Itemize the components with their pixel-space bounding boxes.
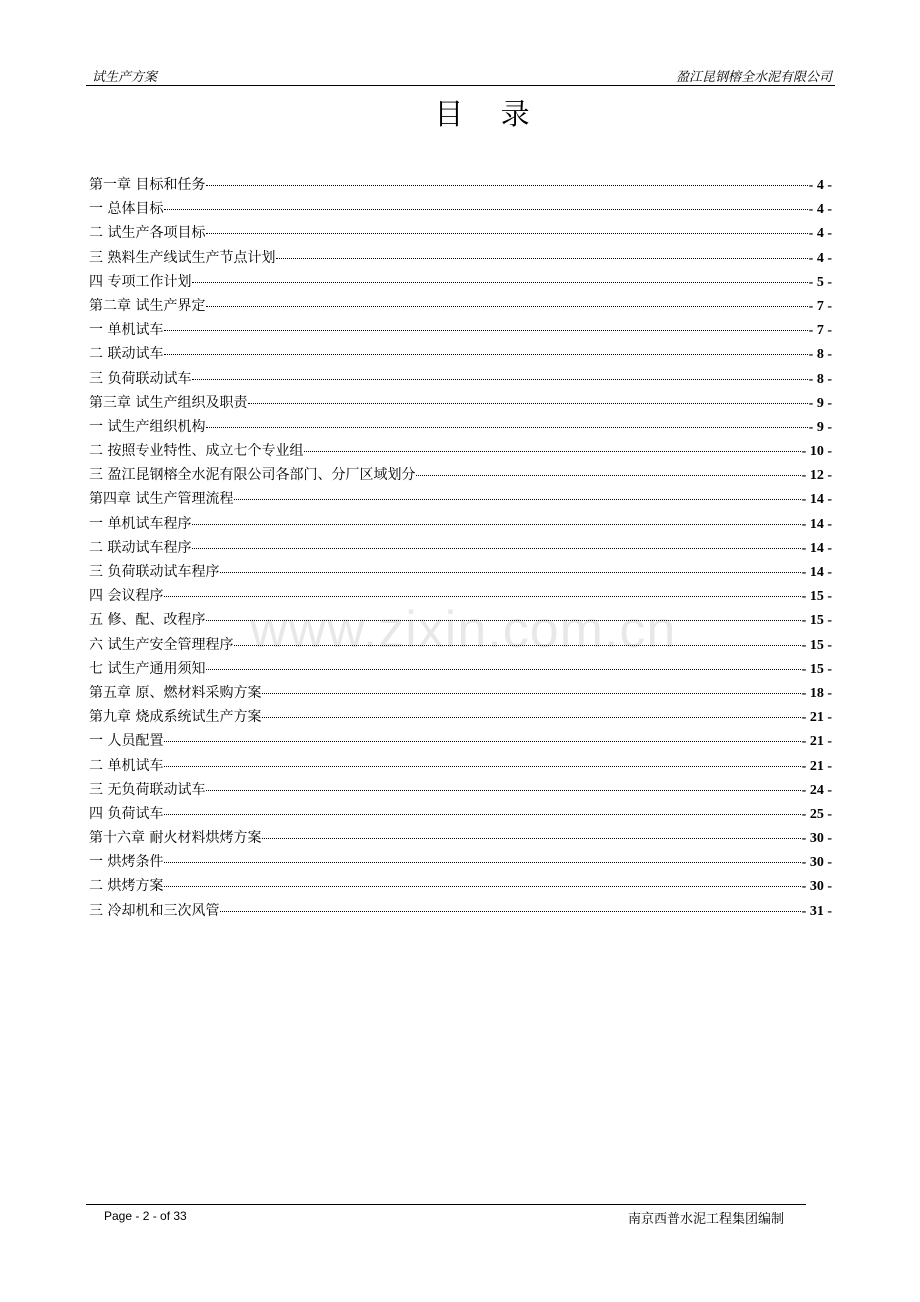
toc-entry-page-number[interactable]: - 4 - [808, 250, 832, 266]
toc-entry-page-number[interactable]: - 24 - [801, 782, 832, 798]
toc-dot-leader [262, 838, 800, 839]
toc-entry-page-number[interactable]: - 15 - [801, 613, 832, 629]
footer-page-number: Page - 2 - of 33 [104, 1209, 187, 1223]
toc-entry[interactable] [89, 705, 832, 729]
toc-entry-page-number[interactable]: - 8 - [808, 347, 832, 363]
toc-entry-label[interactable]: 二 试生产各项目标 [89, 225, 206, 242]
toc-entry[interactable] [89, 874, 832, 898]
toc-entry-page-number[interactable]: - 8 - [808, 371, 832, 387]
toc-entry-label[interactable]: 一 烘烤条件 [89, 854, 164, 871]
toc-entry[interactable] [89, 899, 832, 923]
toc-entry-page-number[interactable]: - 30 - [801, 879, 832, 895]
toc-entry-label[interactable]: 二 烘烤方案 [89, 878, 164, 895]
toc-dot-leader [164, 330, 807, 331]
toc-dot-leader [164, 354, 807, 355]
toc-entry-label[interactable]: 四 会议程序 [89, 588, 164, 605]
table-of-contents [89, 173, 832, 923]
toc-entry[interactable] [89, 608, 832, 632]
toc-entry-page-number[interactable]: - 21 - [801, 758, 832, 774]
toc-entry[interactable] [89, 560, 832, 584]
toc-dot-leader [164, 596, 800, 597]
toc-entry-page-number[interactable]: - 18 - [801, 685, 832, 701]
header-company-name: 盈江昆钢榕全水泥有限公司 [675, 70, 832, 85]
toc-entry[interactable] [89, 681, 832, 705]
toc-entry-page-number[interactable]: - 14 - [801, 492, 832, 508]
toc-entry[interactable] [89, 463, 832, 487]
toc-dot-leader [192, 524, 800, 525]
toc-entry-page-number[interactable]: - 30 - [801, 831, 832, 847]
toc-dot-leader [220, 911, 800, 912]
toc-entry[interactable] [89, 657, 832, 681]
toc-entry-page-number[interactable]: - 10 - [801, 444, 832, 460]
toc-entry-label[interactable]: 三 负荷联动试车程序 [89, 564, 220, 580]
toc-entry-page-number[interactable]: - 15 - [801, 589, 832, 605]
toc-dot-leader [206, 185, 807, 186]
toc-dot-leader [164, 862, 800, 863]
toc-dot-leader [206, 790, 800, 791]
toc-entry-page-number[interactable]: - 30 - [801, 855, 832, 871]
toc-entry-page-number[interactable]: - 31 - [801, 903, 832, 919]
toc-entry-label[interactable]: 二 按照专业特性、成立七个专业组 [89, 443, 304, 460]
toc-entry[interactable] [89, 415, 832, 439]
toc-dot-leader [192, 548, 800, 549]
toc-dot-leader [164, 814, 800, 815]
toc-entry-page-number[interactable]: - 5 - [808, 274, 832, 290]
toc-entry-label[interactable]: 一 人员配置 [89, 733, 164, 750]
toc-entry-page-number[interactable]: - 25 - [801, 806, 832, 822]
toc-entry[interactable] [89, 173, 832, 197]
toc-dot-leader [206, 620, 800, 621]
toc-entry-label[interactable]: 二 联动试车 [89, 346, 164, 363]
toc-entry-label[interactable]: 七 试生产通用须知 [89, 660, 206, 677]
toc-entry-label[interactable]: 第二章 试生产界定 [89, 297, 206, 314]
toc-entry[interactable] [89, 826, 832, 850]
toc-entry-label[interactable]: 六 试生产安全管理程序 [89, 636, 234, 653]
toc-entry-page-number[interactable]: - 21 - [801, 710, 832, 726]
toc-entry-page-number[interactable]: - 14 - [801, 565, 832, 580]
toc-entry-label[interactable]: 三 盈江昆钢榕全水泥有限公司各部门、分厂区域划分 [89, 467, 416, 484]
toc-entry-page-number[interactable]: - 4 - [808, 226, 832, 242]
toc-entry[interactable] [89, 318, 832, 342]
footer-publisher: 南京西普水泥工程集团编制 [628, 1212, 785, 1227]
toc-entry-label[interactable]: 第四章 试生产管理流程 [89, 491, 234, 508]
toc-dot-leader [206, 669, 800, 670]
toc-entry-page-number[interactable]: - 21 - [801, 734, 832, 750]
toc-entry[interactable] [89, 536, 832, 560]
toc-entry[interactable] [89, 633, 832, 657]
toc-dot-leader [220, 572, 800, 573]
toc-entry-label[interactable]: 四 专项工作计划 [89, 273, 192, 290]
toc-entry-label[interactable]: 第一章 目标和任务 [89, 177, 206, 193]
toc-dot-leader [206, 233, 807, 234]
toc-dot-leader [164, 209, 807, 210]
toc-entry-page-number[interactable]: - 4 - [808, 178, 832, 193]
toc-entry-page-number[interactable]: - 14 - [801, 540, 832, 556]
toc-entry-label[interactable]: 四 负荷试车 [89, 805, 164, 822]
toc-dot-leader [234, 499, 800, 500]
toc-entry[interactable] [89, 778, 832, 802]
watermark: www.zixin.com.cn [250, 601, 677, 659]
toc-entry-label[interactable]: 二 单机试车 [89, 757, 164, 774]
toc-dot-leader [416, 475, 800, 476]
toc-entry[interactable] [89, 342, 832, 366]
toc-entry-label[interactable]: 一 试生产组织机构 [89, 418, 206, 435]
header-doc-title: 试生产方案 [92, 70, 158, 85]
toc-entry-label[interactable]: 三 负荷联动试车 [89, 370, 192, 387]
toc-entry[interactable] [89, 367, 832, 391]
toc-entry-page-number[interactable]: - 9 - [808, 419, 832, 435]
toc-entry[interactable] [89, 197, 832, 221]
toc-dot-leader [304, 451, 800, 452]
toc-dot-leader [262, 693, 800, 694]
toc-entry[interactable] [89, 729, 832, 753]
toc-entry[interactable] [89, 487, 832, 511]
toc-entry[interactable] [89, 754, 832, 778]
toc-dot-leader [192, 379, 807, 380]
toc-entry[interactable] [89, 802, 832, 826]
toc-dot-leader [234, 645, 800, 646]
toc-entry-label[interactable]: 三 熟料生产线试生产节点计划 [89, 249, 276, 266]
toc-entry-page-number[interactable]: - 15 - [801, 637, 832, 653]
toc-entry-page-number[interactable]: - 14 - [801, 516, 832, 532]
toc-entry[interactable] [89, 850, 832, 874]
footer-rule [86, 1204, 806, 1205]
toc-dot-leader [164, 766, 800, 767]
toc-entry-label[interactable]: 第九章 烧成系统试生产方案 [89, 709, 262, 726]
toc-dot-leader [164, 741, 800, 742]
toc-dot-leader [164, 886, 800, 887]
toc-dot-leader [248, 403, 807, 404]
toc-entry-page-number[interactable]: - 7 - [808, 298, 832, 314]
toc-entry-label[interactable]: 五 修、配、改程序 [89, 612, 206, 629]
toc-entry[interactable] [89, 246, 832, 270]
toc-entry-label[interactable]: 一 单机试车程序 [89, 515, 192, 532]
toc-entry-label[interactable]: 第三章 试生产组织及职责 [89, 394, 248, 411]
toc-entry-label[interactable]: 第十六章 耐火材料烘烤方案 [89, 830, 262, 847]
toc-entry-page-number[interactable]: - 15 - [801, 661, 832, 677]
toc-entry-label[interactable]: 二 联动试车程序 [89, 539, 192, 556]
toc-dot-leader [276, 258, 807, 259]
toc-dot-leader [192, 282, 807, 283]
toc-entry[interactable] [89, 584, 832, 608]
toc-entry[interactable] [89, 294, 832, 318]
toc-dot-leader [206, 306, 807, 307]
toc-dot-leader [206, 427, 807, 428]
toc-entry[interactable] [89, 221, 832, 245]
toc-dot-leader [262, 717, 800, 718]
toc-entry-page-number[interactable]: - 12 - [801, 468, 832, 484]
toc-entry-page-number[interactable]: - 7 - [808, 323, 832, 339]
toc-entry-page-number[interactable]: - 9 - [808, 395, 832, 411]
toc-entry-label[interactable]: 三 无负荷联动试车 [89, 781, 206, 798]
toc-entry[interactable] [89, 270, 832, 294]
header-rule [86, 85, 835, 86]
toc-entry[interactable] [89, 512, 832, 536]
toc-entry-page-number[interactable]: - 4 - [808, 202, 832, 218]
toc-entry-label[interactable]: 三 冷却机和三次风管 [89, 902, 220, 919]
toc-entry-label[interactable]: 第五章 原、燃材料采购方案 [89, 684, 262, 701]
toc-entry[interactable] [89, 439, 832, 463]
page-title: 目 录 [434, 97, 544, 131]
toc-entry[interactable] [89, 391, 832, 415]
toc-entry-label[interactable]: 一 总体目标 [89, 201, 164, 218]
toc-entry-label[interactable]: 一 单机试车 [89, 322, 164, 339]
